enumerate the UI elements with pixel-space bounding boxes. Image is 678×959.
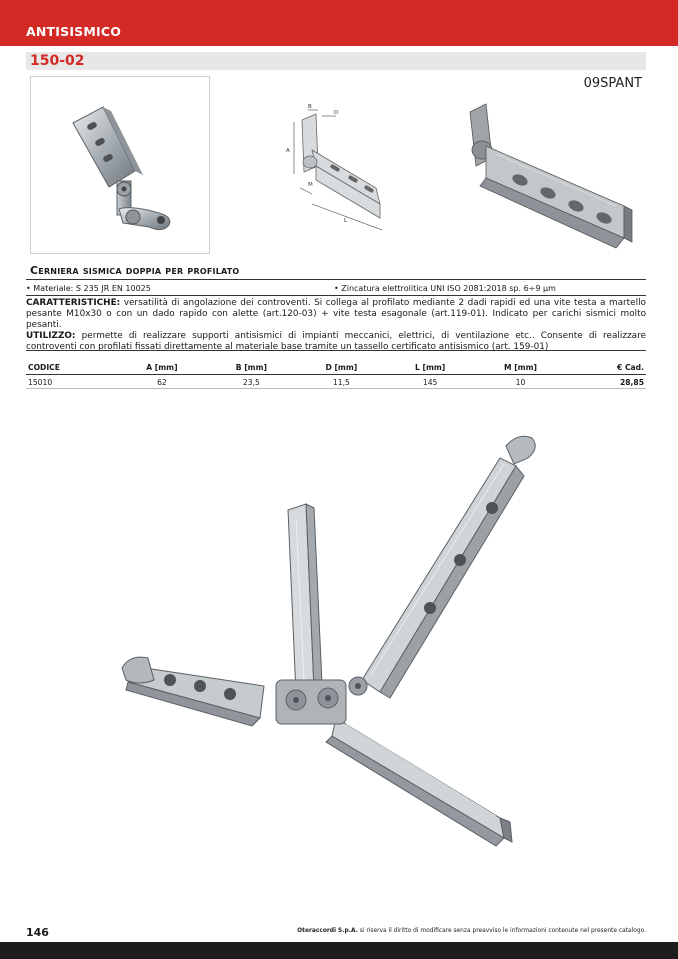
features-text: versatilità di angolazione dei controventi. Si collega al profilato mediante 2 dadi rapidi ed una vite testa a martello pesante M10x30 o con un dado rapido con alette (art.120-03) + vite testa esagonale (art.119-01). Indicato per carichi sismici molto pesanti. [26,298,646,330]
table-cell: 28,85 [567,375,646,389]
description-divider [26,350,646,351]
column-header: B [mm] [207,362,296,375]
description-block [26,298,646,353]
column-header: M [mm] [474,362,568,375]
table-cell: 145 [387,375,474,389]
section-title: ANTISISMICO [26,24,122,39]
dimension-label-b: B [308,104,312,110]
column-header: CODICE [26,362,117,375]
product-code-strip [26,52,646,70]
footer-disclaimer [297,928,646,934]
product-title: Cerniera sismica doppia per profilato [30,264,240,277]
product-rendering [456,98,636,258]
table-row [26,375,646,389]
hinge-photo-illustration [31,77,209,253]
column-header: € Cad. [567,362,646,375]
title-divider [26,279,646,280]
table-cell: 23,5 [207,375,296,389]
column-header: D [mm] [296,362,387,375]
features-label: CARATTERISTICHE: [26,298,121,308]
spec-divider [26,295,646,296]
column-header: A [mm] [117,362,207,375]
table-cell: 15010 [26,375,117,389]
product-table [26,362,646,389]
product-code: 150-02 [30,53,85,69]
company-name: Oteraccordi S.p.A. [297,928,358,934]
dimension-label-d: D [334,110,339,116]
product-photo [30,76,210,254]
footer-bar [0,942,678,959]
table-header-row [26,362,646,375]
table-cell: 11,5 [296,375,387,389]
coating-spec: • Zincatura elettrolitica UNI ISO 2081:2018 sp. 6÷9 µm [334,284,556,293]
dimension-label-l: L [344,218,348,224]
dimension-label-m: M [308,182,313,188]
disclaimer-text: si riserva il diritto di modificare senza preavviso le informazioni contenute nel presente catalogo. [357,928,646,934]
material-spec: • Materiale: S 235 JR EN 10025 [26,284,151,293]
header-bar [0,0,678,46]
use-text: permette di realizzare supporti antisismici di impianti meccanici, elettrici, di ventilazione etc.. Consente di realizzare controventi con profilati fissati direttamente al materiale base tramite un tassello certificato antisismico (art. 159-01) [26,331,646,352]
table-cell: 62 [117,375,207,389]
page-number: 146 [26,926,49,939]
dimensioned-drawing [272,100,390,232]
dimension-label-a: A [286,148,290,154]
assembly-illustration [100,418,560,858]
column-header: L [mm] [387,362,474,375]
table-cell: 10 [474,375,568,389]
use-label: UTILIZZO: [26,331,76,341]
family-code: 09SPANT [583,76,642,91]
